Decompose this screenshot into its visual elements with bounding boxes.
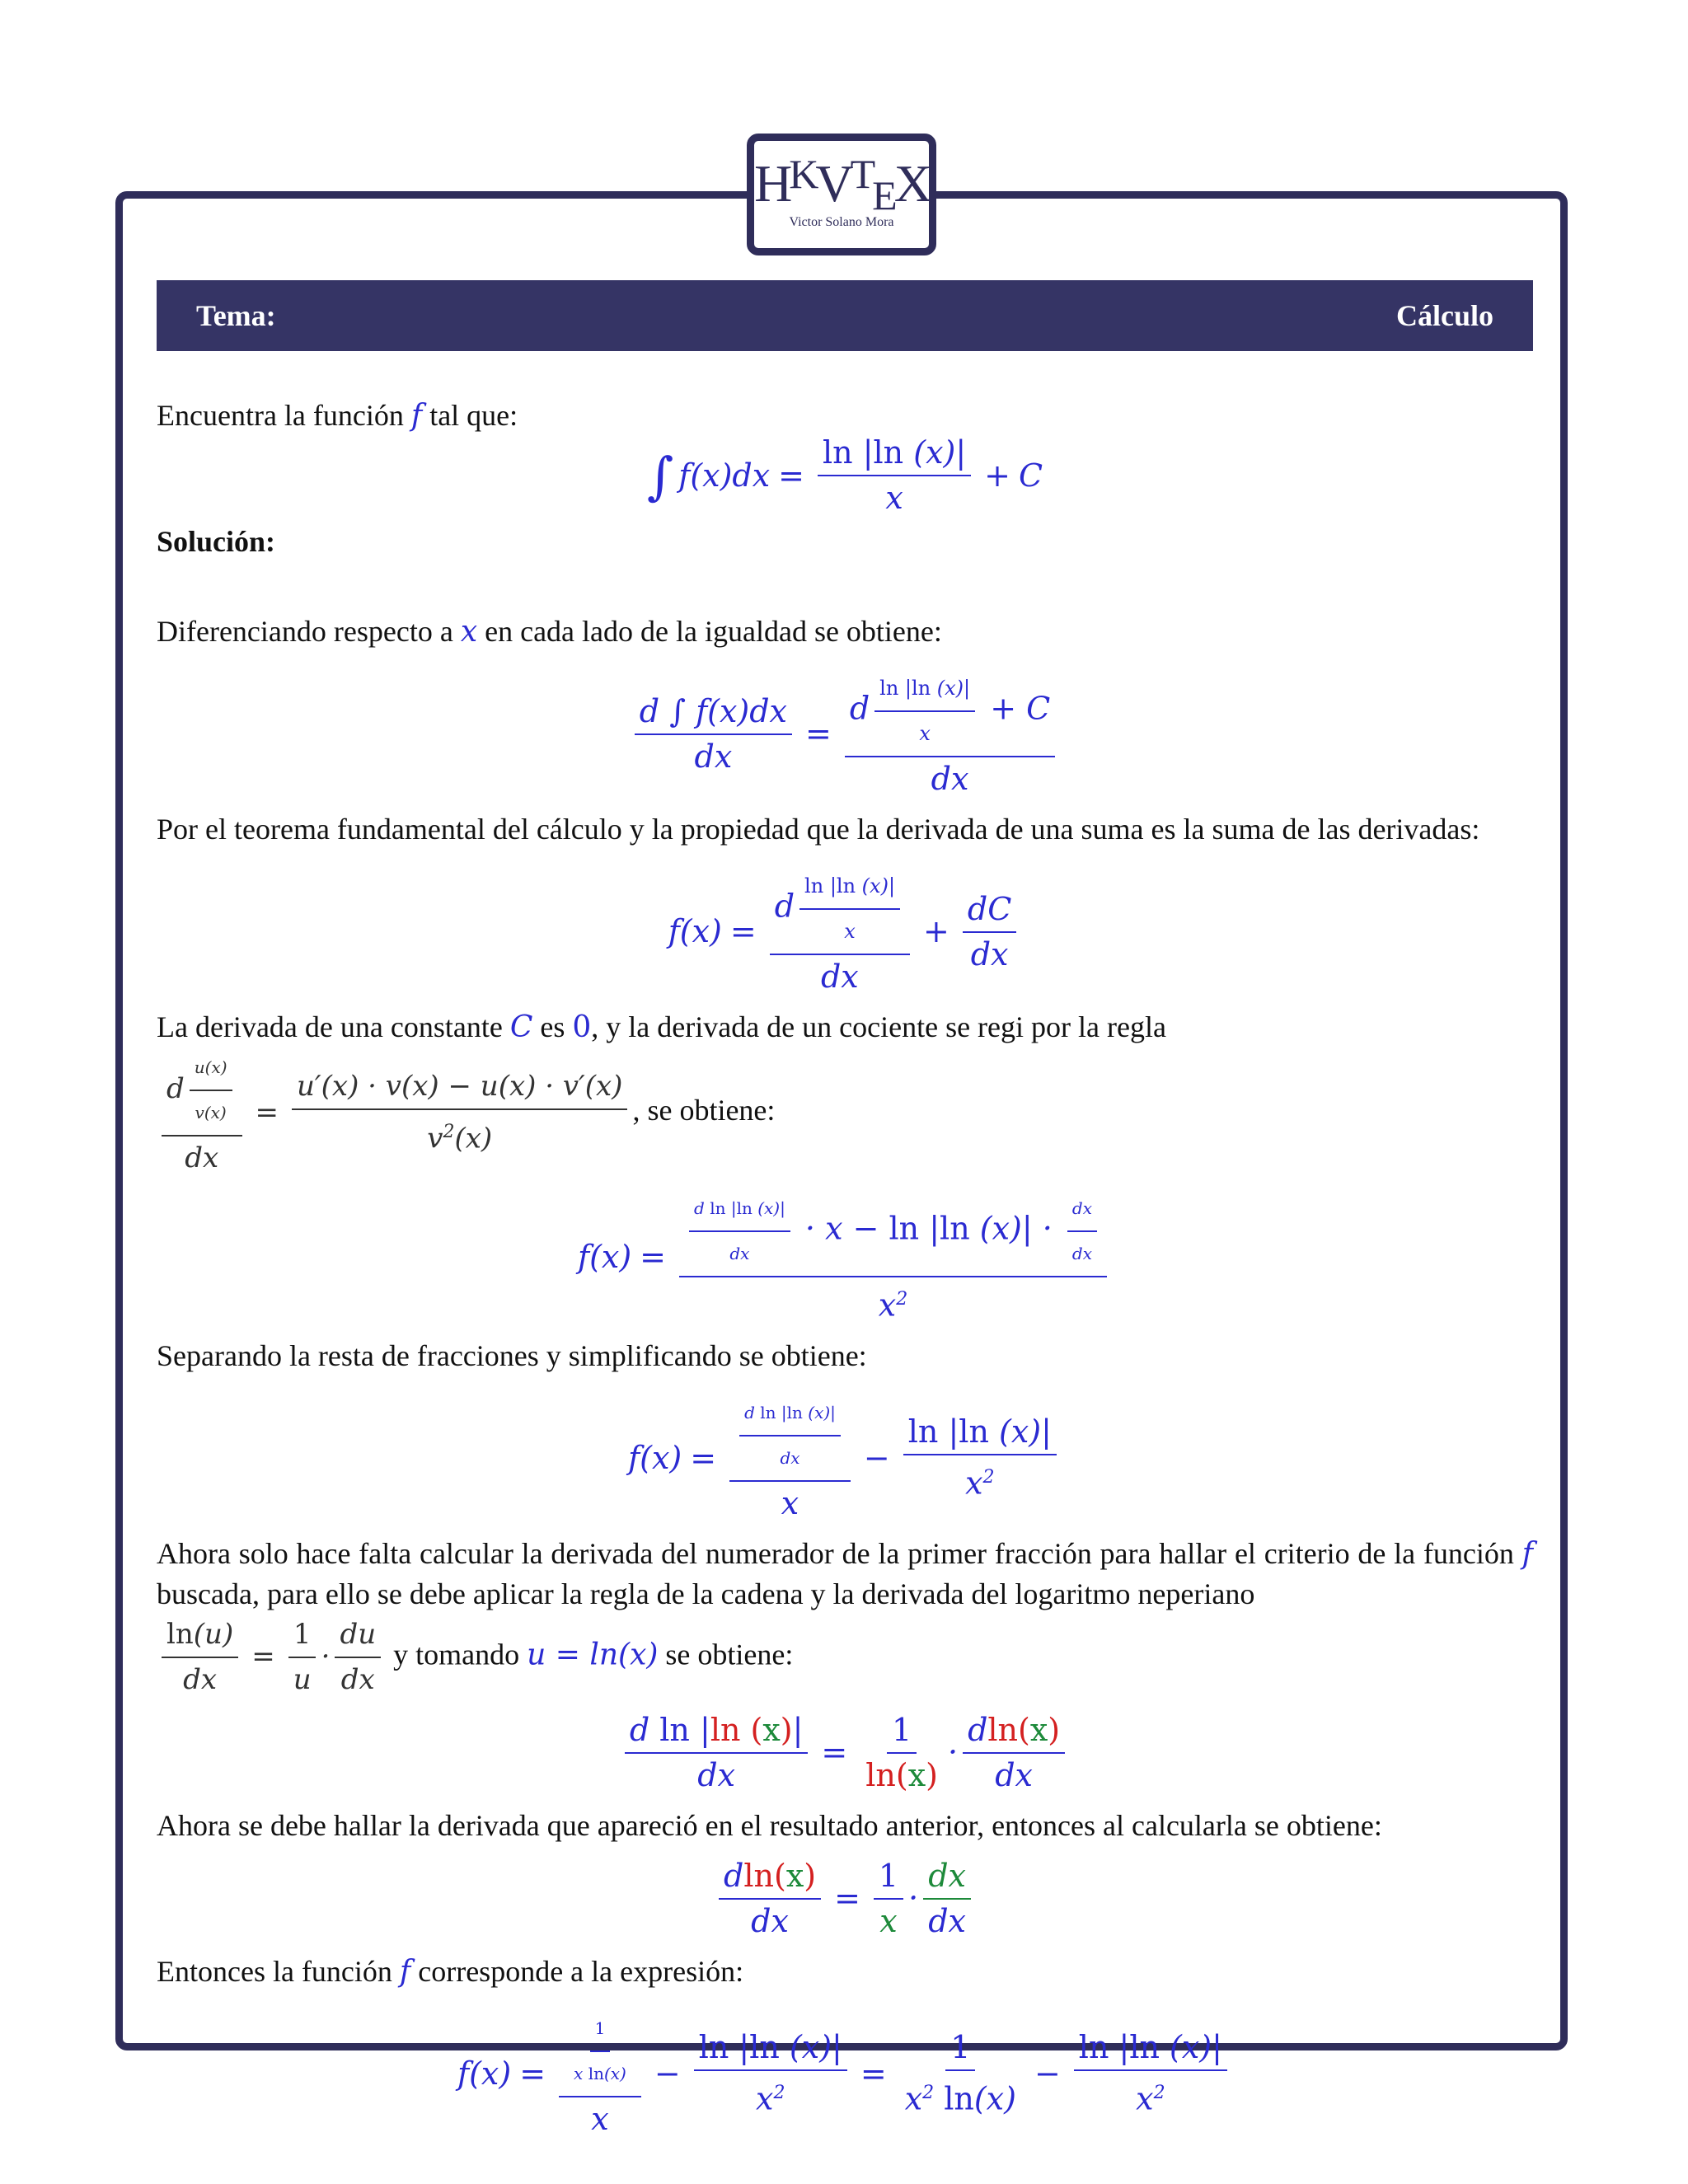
topic-banner [157,280,1533,351]
equation-integral: ∫ f(x)dx = $\frac{\ln |\ln (x)|}{x}$ + C [646,434,1043,516]
document-body [157,396,1533,2149]
logo [747,134,936,255]
equation-separated: f(x) = $\frac{\frac{\text{d ln |ln (x)|}}{dx}}{x}$ − $\frac{\ln |\ln (x)|}{x^2}$ [157,1393,1533,1524]
equation-f-sum: f(x) = d $\frac{\ln |\ln (x)|}{x}$ dx + $\frac{dC}{dx}$ [157,866,1533,997]
quotient-rule-line: d $\frac{u(x)}{v(x)}$ dx = $\frac{u'(x) \cdot v(x) - u(x) \cdot v'(x)}{v^2(x)}$ , se obtiene: [157,1047,1533,1179]
statement: Encuentra la función f tal que: [157,399,518,433]
equation-ln-derivative: $\frac{dln(x)}{dx}$ = $\frac{1}{x}$ · $\frac{dx}{dx}$ [157,1856,1533,1942]
paragraph-find-derivative: Ahora se debe hallar la derivada que apareció en el resultado anterior, entonces al calcularla se obtiene: [157,1808,1382,1842]
equation-final: f(x) = $\frac{\frac{1}{\text{x ln(x)}}}{x}$ − $\frac{\ln |\ln (x)|}{x^2}$ = $\frac{1}{x^2 \ln(x)}$ − $\frac{\ln |\ln (x)|}{x^2}$ [157,2008,1533,2139]
equation-quotient-applied: f(x) = $\frac{\text{d ln |ln (x)|}}{dx}$ · x − ln |ln (x)| · $\frac{dx}{dx}$ $x^2$ [157,1188,1533,1326]
equation-chain-applied: $\frac{\text{d ln |ln (x)|}}{dx}$ = $\frac{1}{\ln(x)}$ · $\frac{dln(x)}{dx}$ [157,1710,1533,1796]
paragraph-conclusion: Entonces la función f corresponde a la expresión: [157,1954,744,1989]
chain-rule-line: $\frac{\ln(u)}{dx}$ = $\frac{1}{u}$ · $\frac{du}{dx}$ y tomando u = ln(x) se obtiene: [157,1615,1533,1700]
paragraph-separate: Separando la resta de fracciones y simplificando se obtiene: [157,1338,867,1372]
paragraph-differentiate: Diferenciando respecto a x en cada lado de la igualdad se obtiene: [157,615,942,649]
solution-heading: Solución: [157,525,276,558]
paragraph-fundamental-theorem: Por el teorema fundamental del cálculo y la propiedad que la derivada de una suma es la suma de las derivadas: [157,813,1480,846]
logo-author: Victor Solano Mora [789,215,894,229]
paragraph-quotient-rule: La derivada de una constante C es 0, y la derivada de un cociente se regi por la regla [157,1010,1166,1044]
topic-label: Tema: [196,299,276,332]
paragraph-chain-rule: Ahora solo hace falta calcular la derivada del numerador de la primer fracción para hallar el criterio de la función f buscada, para ello se debe aplicar la regla de la cadena y la derivada del logaritmo neperiano [157,1536,1533,1610]
logo-mark: $H^KV^TEX$ [754,151,929,218]
topic-value: Cálculo [1395,299,1493,332]
equation-derivative-both-sides: $\frac{d \int f(x)dx}{dx}$ = d $\frac{\ln |\ln (x)|}{x}$ + C dx [157,668,1533,799]
